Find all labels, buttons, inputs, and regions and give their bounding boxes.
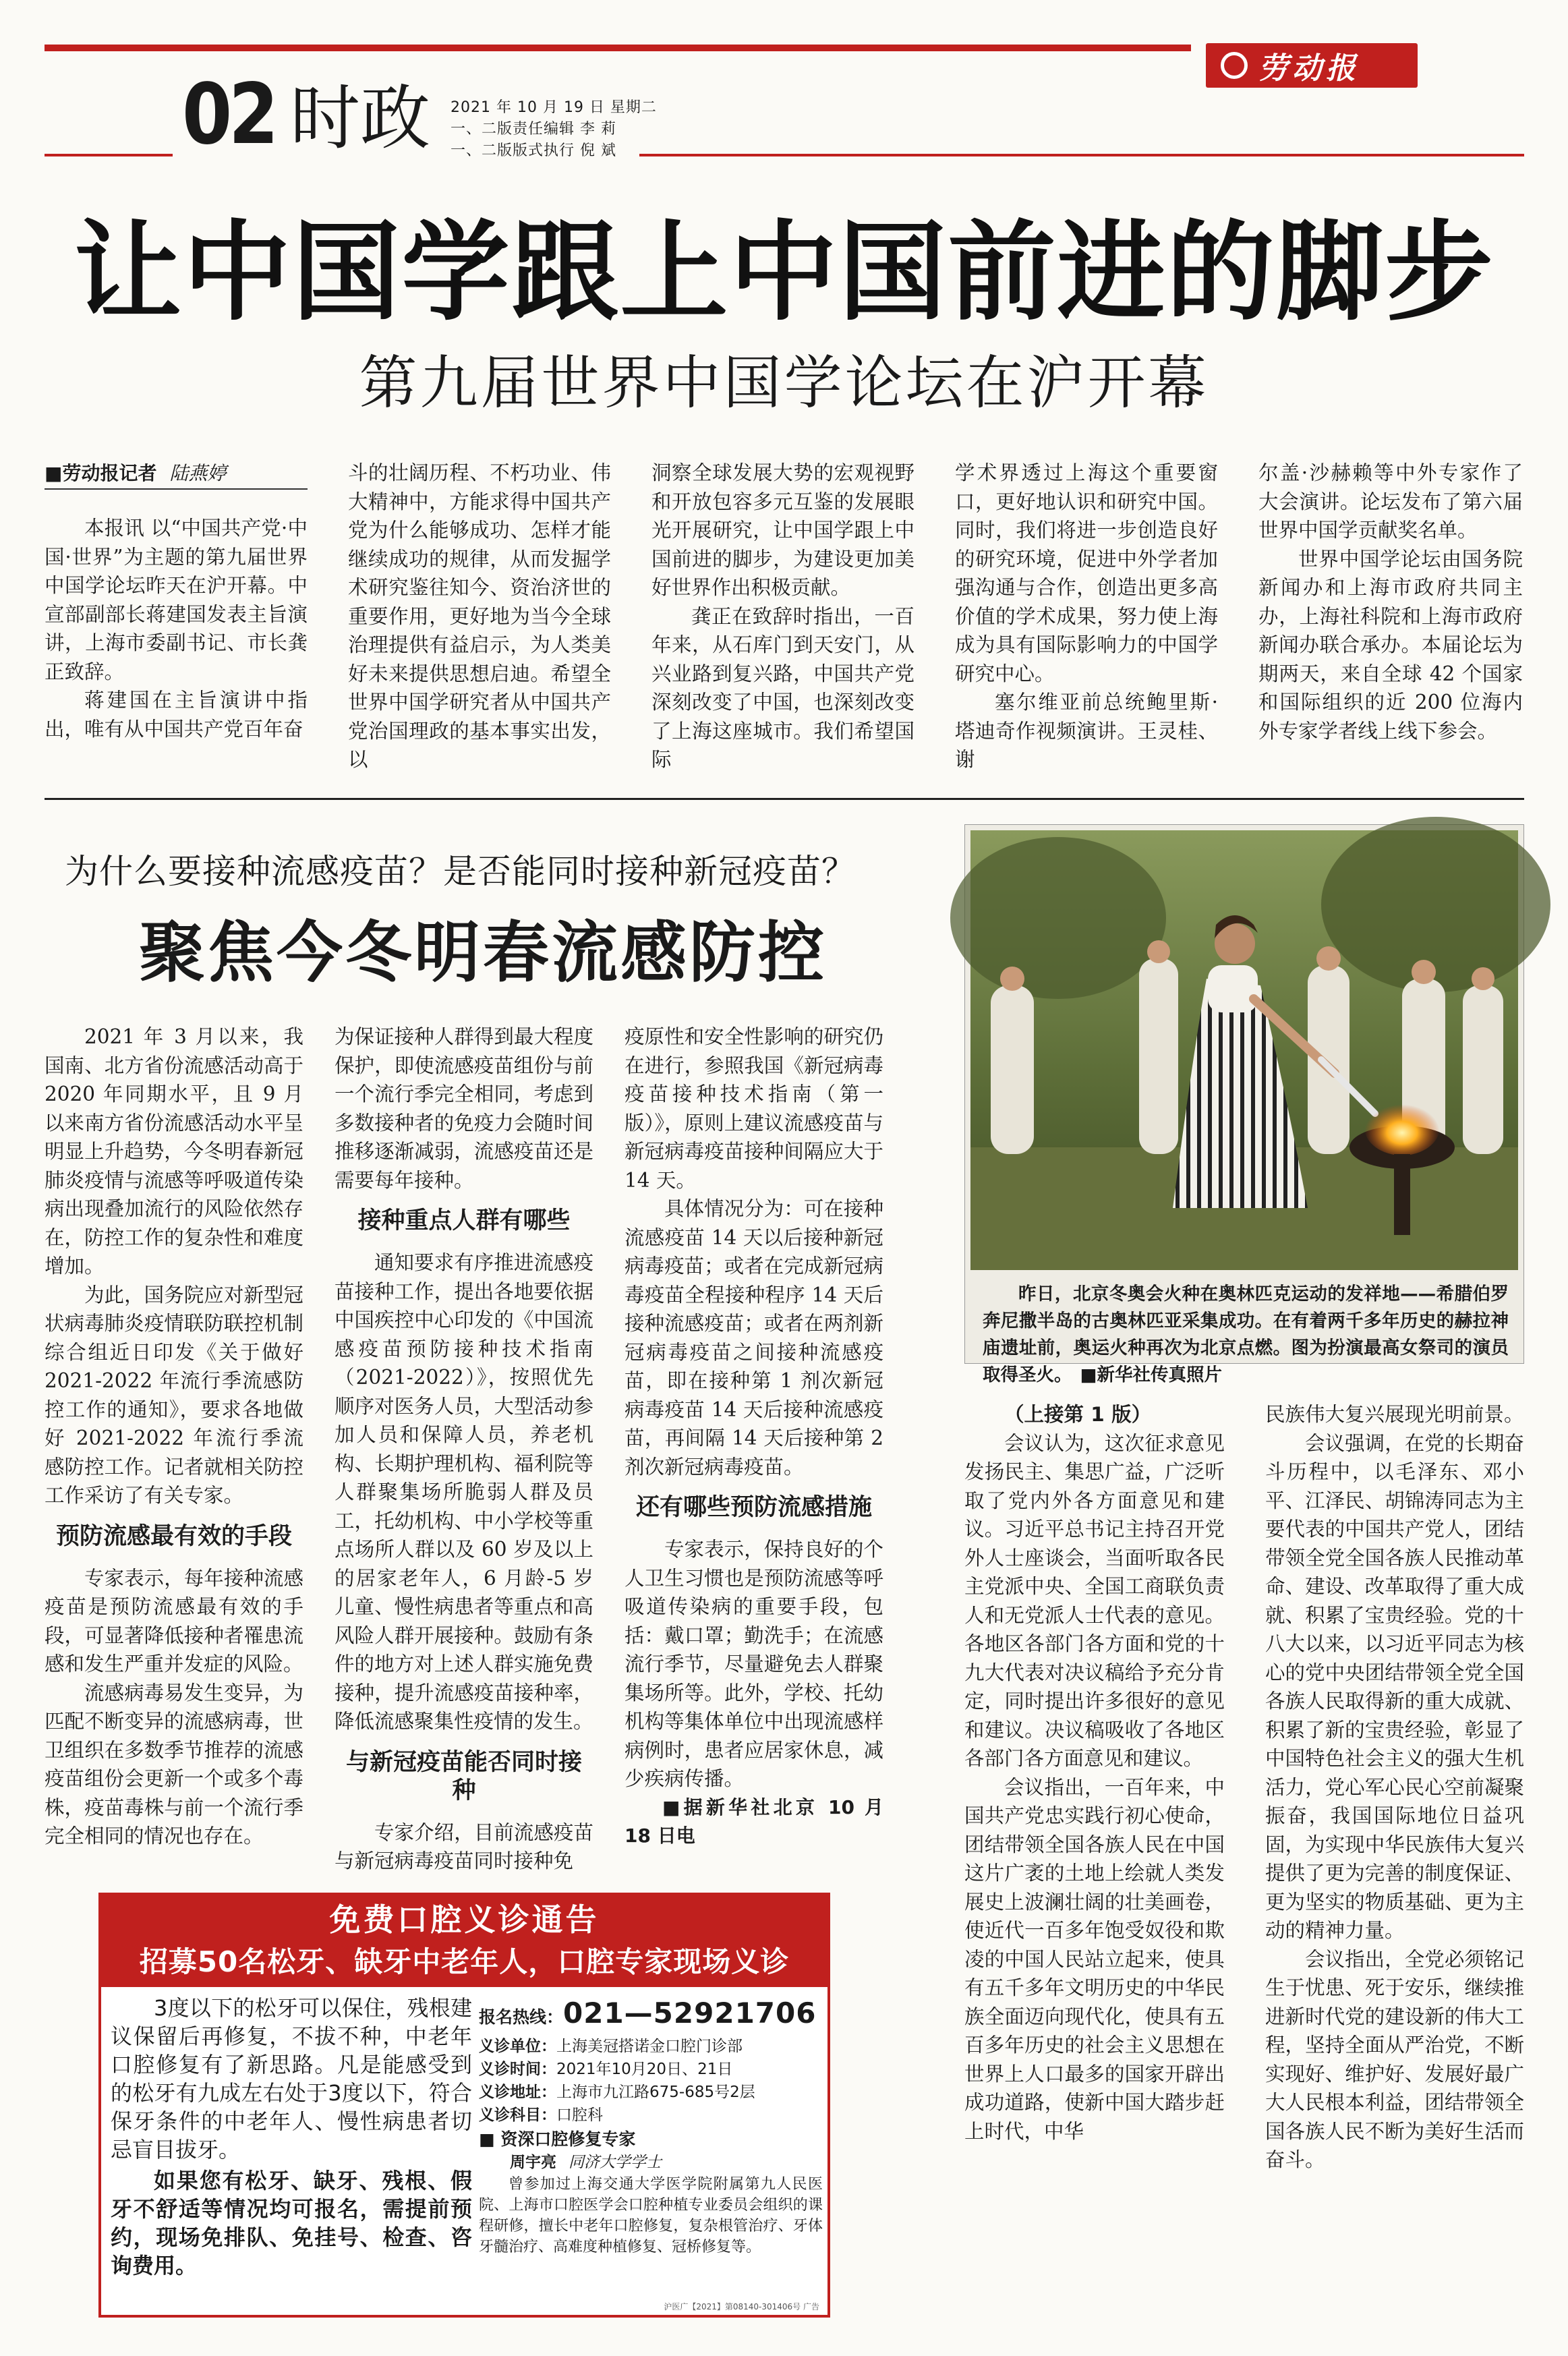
paper-name: 劳动报 xyxy=(1258,51,1360,86)
lead-para: 洞察全球发展大势的宏观视野和开放包容多元互鉴的发展眼光开展研究，让中国学跟上中国前进的脚步，为建设更加美好世界作出积极贡献。 xyxy=(651,461,914,599)
header-rule-left xyxy=(45,154,173,156)
flu-para: 为此，国务院应对新型冠状病毒肺炎疫情联防联控机制综合组近日印发《关于做好 2021-2022 年流行季流感防控工作的通知》，要求各地做好 2021-2022 年流行季流感防控工作。记者就相关防控工作采访了有关专家。 xyxy=(45,1283,303,1507)
flu-col-1 xyxy=(45,1023,303,1849)
ad-addr-label: 义诊地址： xyxy=(479,2084,556,2101)
lead-para: 世界中国学论坛由国务院新闻办和上海市政府共同主办，上海社科院和上海市政府新闻办联合承办。本届论坛为期两天，来自全球 42 个国家和国际组织的近 200 位海内外专家学者线上线下参会。 xyxy=(1258,547,1523,743)
layout-line: 一、二版版式执行 倪 斌 xyxy=(451,142,616,159)
ad-body-para: 3度以下的松牙可以保住，残根建议保留后再修复，不拔不种，中老年口腔修复有了新思路。凡是能感受到的松牙有九成左右处于3度以下，符合保牙条件的中老年人、慢性病患者切忌盲目拔牙。 xyxy=(111,1995,472,2162)
lead-para: 龚正在致辞时指出，一百年来，从石库门到天安门，从兴业路到复兴路，中国共产党深刻改变了中国，也深刻改变了上海这座城市。我们希望国际 xyxy=(651,604,914,771)
olympic-flame-photo xyxy=(970,830,1518,1270)
ad-fine-print: 沪医广【2021】第08140-301406号 广告 xyxy=(664,2302,819,2311)
flu-subhead: 接种重点人群有哪些 xyxy=(357,1207,571,1234)
flu-para: 具体情况分为：可在接种流感疫苗 14 天以后接种新冠病毒疫苗；或者在完成新冠病毒疫苗全程接种程序 14 天后接种流感疫苗；或者在两剂新冠病毒疫苗之间接种流感疫苗，即在接种第 1 剂次新冠病毒疫苗 14 天后接种流感疫苗，再间隔 14 天后接种第 2 剂次新冠病毒疫苗。 xyxy=(625,1197,883,1478)
cont-para: 民族伟大复兴展现光明前景。 xyxy=(1265,1403,1524,1426)
editor-line: 一、二版责任编辑 李 莉 xyxy=(451,121,616,138)
ad-dept-row xyxy=(479,2104,823,2127)
flu-para: 流感病毒易发生变异，为匹配不断变异的流感病毒，世卫组织在多数季节推荐的流感疫苗组份会更新一个或多个毒株，疫苗毒株与前一个流行季完全相同的情况也存在。 xyxy=(45,1681,303,1847)
flu-col-2 xyxy=(335,1023,593,1872)
lead-col-5 xyxy=(1258,459,1523,757)
flu-col-3 xyxy=(625,1023,883,1849)
ad-unit: 上海美冠搭诺金口腔门诊部 xyxy=(556,2038,743,2055)
photo-credit: ■新华社传真照片 xyxy=(1080,1364,1223,1385)
paper-logo xyxy=(1206,43,1418,88)
ad-time-label: 义诊时间： xyxy=(479,2061,556,2078)
flu-para: 通知要求有序推进流感疫苗接种工作，提出各地要依据中国疾控中心印发的《中国流感疫苗预防接种技术指南（2021-2022）》，按照优先顺序对医务人员，大型活动参加人员和保障人员，养老机构、长期护理机构、福利院等人群聚集场所脆弱人群及员工，托幼机构、中小学校等重点场所人群以及 60 岁及以上的居家老年人，6 月龄-5 岁儿童、慢性病患者等重点和高风险人群开展接种。鼓励有条件的地方对上述人群实施免费接种，提升流感疫苗接种率，降低流感聚集性疫情的发生。 xyxy=(335,1251,593,1733)
ad-header xyxy=(101,1895,827,1987)
flu-para: 专家介绍，目前流感疫苗与新冠病毒疫苗同时接种免 xyxy=(335,1820,593,1872)
cont-para: 会议指出，一百年来，中国共产党忠实践行初心使命，团结带领全国各族人民在中国这片广袤的土地上绘就人类发展史上波澜壮阔的壮美画卷，使近代一百多年饱受奴役和欺凌的中国人民站立起来，使具有五千多年文明历史的中华民族全面迈向现代化，使具有五百多年历史的社会主义思想在世界上人口最多的国家开辟出成功道路，使新中国大踏步赶上时代，中华 xyxy=(964,1775,1225,2143)
header-rule-right xyxy=(639,154,1524,156)
cont-label: （上接第 1 版） xyxy=(1004,1403,1152,1426)
flu-para: 2021 年 3 月以来，我国南、北方省份流感活动高于 2020 年同期水平，且 9 月以来南方省份流感活动水平呈明显上升趋势，今冬明春新冠肺炎疫情与流感等呼吸道传染病出现叠加流行的风险依然存在，防控工作的复杂性和难度增加。 xyxy=(45,1025,303,1277)
top-red-rule xyxy=(45,45,1191,51)
cont-col-1 xyxy=(964,1400,1225,2339)
page-number: 02 xyxy=(182,66,276,163)
ad-dept-label: 义诊科目： xyxy=(479,2106,556,2124)
lead-subhead: 第九届世界中国学论坛在沪开幕 xyxy=(359,349,1209,417)
ad-expert-row xyxy=(479,2151,823,2174)
flu-para: 为保证接种人群得到最大程度保护，即使流感疫苗组份与前一个流行季完全相同，考虑到多数接种者的免疫力会随时间推移逐渐减弱，流感疫苗还是需要每年接种。 xyxy=(335,1025,593,1192)
flu-subhead: 还有哪些预防流感措施 xyxy=(635,1494,872,1521)
ad-banner: 招募50名松牙、缺牙中老年人，口腔专家现场义诊 xyxy=(139,1945,790,1978)
ad-body-para: 如果您有松牙、缺牙、残根、假牙不舒适等情况均可报名，需提前预约，现场免排队、免挂号、检查、咨询费用。 xyxy=(111,2168,472,2278)
ad-body xyxy=(111,1994,472,2280)
ad-dept: 口腔科 xyxy=(556,2106,603,2124)
ad-info xyxy=(479,1996,823,2258)
flu-headline: 聚焦今冬明春流感防控 xyxy=(138,914,827,992)
ad-addr: 上海市九江路675-685号2层 xyxy=(556,2084,755,2101)
ad-time: 2021年10月20日、21日 xyxy=(556,2061,733,2078)
flu-para: 专家表示，保持良好的个人卫生习惯也是预防流感等呼吸道传染病的重要手段，包括：戴口罩；勤洗手；在流感流行季节，尽量避免去人群聚集场所等。此外，学校、托幼机构等集体单位中出现流感样病例时，患者应居家休息，减少疾病传播。 xyxy=(625,1538,883,1790)
byline-label: ■劳动报记者 xyxy=(45,462,157,484)
caption-text: 昨日，北京冬奥会火种在奥林匹克运动的发祥地——希腊伯罗奔尼撒半岛的古奥林匹亚采集成功。在有着两千多年历史的赫拉神庙遗址前，奥运火种再次为北京点燃。图为扮演最高女祭司的演员取得圣火。 xyxy=(983,1284,1509,1385)
byline xyxy=(45,461,226,486)
lead-headline: 让中国学跟上中国前进的脚步 xyxy=(74,208,1494,335)
flu-kicker: 为什么要接种流感疫苗？是否能同时接种新冠疫苗？ xyxy=(65,852,856,891)
lead-col-4 xyxy=(955,459,1218,771)
ad-expert-school: 同济大学学士 xyxy=(569,2154,662,2171)
cont-para: 会议强调，在党的长期奋斗历程中，以毛泽东、邓小平、江泽民、胡锦涛同志为主要代表的中国共产党人，团结带领全党全国各族人民推动革命、建设、改革取得了重大成就、积累了宝贵经验。党的十八大以来，以习近平同志为核心的党中央团结带领全党全国各族人民取得新的重大成就、积累了新的宝贵经验，彰显了中国特色社会主义的强大生机活力，党心军心民心空前凝聚振奋，我国国际地位日益巩固，为实现中华民族伟大复兴提供了更为完善的制度保证、更为坚实的物质基础、更为主动的精神力量。 xyxy=(1265,1431,1524,1942)
lead-col-2 xyxy=(348,459,611,771)
cont-para: 会议指出，全党必须铭记生于忧患、死于安乐，继续推进新时代党的建设新的伟大工程，坚持全面从严治党，不断实现好、维护好、发展好最广大人民根本利益，团结带领全国各族人民不断为美好生活而奋斗。 xyxy=(1265,1947,1524,2171)
dental-ad xyxy=(98,1893,830,2318)
date-line: 2021 年 10 月 19 日 星期二 xyxy=(451,99,657,116)
flu-subhead: 与新冠疫苗能否同时接种 xyxy=(345,1748,582,1804)
ad-unit-row xyxy=(479,2035,823,2058)
ad-title: 免费口腔义诊通告 xyxy=(329,1901,600,1938)
lead-para: 尔盖·沙赫赖等中外专家作了大会演讲。论坛发布了第六届世界中国学贡献奖名单。 xyxy=(1258,461,1523,542)
flu-para: 疫原性和安全性影响的研究仍在进行，参照我国《新冠病毒疫苗接种技术指南（第一版）》，原则上建议流感疫苗与新冠病毒疫苗接种间隔应大于 14 天。 xyxy=(625,1025,883,1192)
logo-mark-icon xyxy=(1221,52,1248,79)
lead-para: 蒋建国在主旨演讲中指出，唯有从中国共产党百年奋 xyxy=(45,689,308,741)
ad-expert-bio: 曾参加过上海交通大学医学院附属第九人民医院、上海市口腔医学会口腔种植专业委员会组织的课程研修，擅长中老年口腔修复，复杂根管治疗、牙体牙髓治疗、高难度种植修复、冠桥修复等。 xyxy=(479,2176,823,2256)
lead-para: 学术界透过上海这个重要窗口，更好地认识和研究中国。同时，我们将进一步创造良好的研究环境，促进中外学者加强沟通与合作，创造出更多高价值的学术成果，努力使上海成为具有国际影响力的中国学研究中心。 xyxy=(955,461,1218,685)
cont-para: 会议认为，这次征求意见发扬民主、集思广益，广泛听取了党内外各方面意见和建议。习近平总书记主持召开党外人士座谈会，当面听取各民主党派中央、全国工商联负责人和无党派人士代表的意见。各地区各部门各方面和党的十九大代表对决议稿给予充分肯定，同时提出许多很好的意见和建议。决议稿吸收了各地区各部门各方面意见和建议。 xyxy=(964,1431,1225,1770)
byline-name: 陆燕婷 xyxy=(169,462,227,484)
photo-caption xyxy=(983,1281,1509,1389)
cont-col-2 xyxy=(1265,1400,1524,2339)
ad-unit-label: 义诊单位： xyxy=(479,2038,556,2055)
section-name: 时政 xyxy=(290,77,431,159)
section-divider xyxy=(45,798,1524,800)
lead-para: 本报讯 以“中国共产党·中国·世界”为主题的第九届世界中国学论坛昨天在沪开幕。中宣部副部长蒋建国发表主旨演讲，上海市委副书记、市长龚正致辞。 xyxy=(45,517,308,683)
ad-addr-row xyxy=(479,2081,823,2104)
ad-expert-name: 周宇亮 xyxy=(510,2154,556,2171)
photo-frame xyxy=(964,824,1524,1385)
ad-hotline-number: 021—52921706 xyxy=(563,1996,817,2030)
ad-hotline-row xyxy=(479,1996,823,2035)
ad-expert-head: ■ 资深口腔修复专家 xyxy=(479,2129,636,2149)
ad-time-row xyxy=(479,2058,823,2081)
flu-dateline: ■据新华社北京 10 月 18 日电 xyxy=(625,1795,883,1847)
flu-subhead: 预防流感最有效的手段 xyxy=(55,1522,292,1550)
lead-para: 塞尔维亚前总统鲍里斯·塔迪奇作视频演讲。王灵桂、谢 xyxy=(955,691,1218,771)
lead-col-3 xyxy=(651,459,914,771)
byline-rule xyxy=(45,488,308,490)
lead-col-1 xyxy=(45,514,308,757)
lead-para: 斗的壮阔历程、不朽功业、伟大精神中，方能求得中国共产党为什么能够成功、怎样才能继续成功的规律，从而发掘学术研究鉴往知今、资治济世的重要作用，更好地为当今全球治理提供有益启示，为人类美好未来提供思想启迪。希望全世界中国学研究者从中国共产党治国理政的基本事实出发，以 xyxy=(348,461,611,771)
ad-hotline-label: 报名热线： xyxy=(479,2007,564,2027)
flu-para: 专家表示，每年接种流感疫苗是预防流感最有效的手段，可显著降低接种者罹患流感和发生严重并发症的风险。 xyxy=(45,1566,303,1675)
